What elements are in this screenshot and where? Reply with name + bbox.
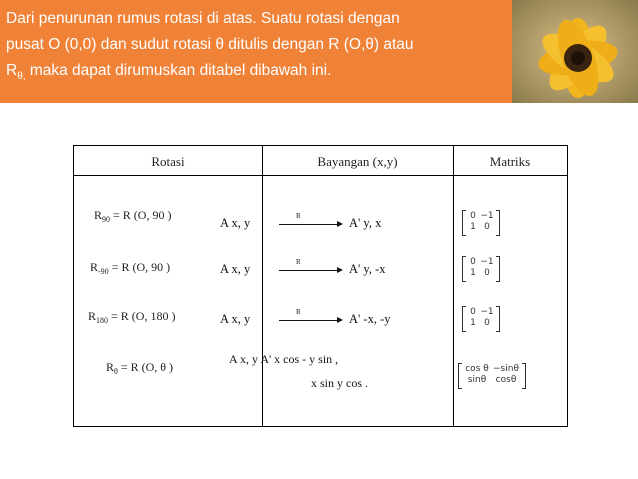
banner-line-3 <box>6 58 511 90</box>
banner-r-symbol: R <box>6 62 18 79</box>
banner-text <box>6 6 511 90</box>
matrix: 0 −1 1 0 <box>462 256 500 280</box>
arrow-icon <box>279 224 339 225</box>
arrow-icon <box>279 320 339 321</box>
matrix: 0 −1 1 0 <box>462 306 500 330</box>
rotation-formula-line-2: x sin y cos . <box>311 376 368 390</box>
header-rotasi: Rotasi <box>151 154 185 169</box>
matrix: cos θ −sinθ sinθ cosθ <box>458 363 526 387</box>
mapping-image: A' -x, -y <box>349 312 391 326</box>
rotation-formula-line-1: A x, y A' x cos - y sin , <box>229 352 339 366</box>
table-divider <box>453 146 454 426</box>
matrix: 0 −1 1 0 <box>462 210 500 234</box>
header-divider <box>74 175 567 176</box>
header-matriks: Matriks <box>489 154 531 169</box>
arrow-icon <box>279 270 339 271</box>
mapping-source: A x, y <box>220 216 251 230</box>
rotation-arrow-label: R <box>296 212 301 220</box>
rotation-arrow-label: R <box>296 258 301 266</box>
header-bayangan: Bayangan (x,y) <box>317 154 398 169</box>
table-divider <box>262 146 263 426</box>
flower-photo-icon <box>512 0 638 103</box>
banner-line-1: Dari penurunan rumus rotasi di atas. Suatu rotasi dengan <box>6 10 400 27</box>
rotation-arrow-label: R <box>296 308 301 316</box>
rotation-table <box>73 145 568 427</box>
info-banner <box>0 0 512 103</box>
mapping-source: A x, y <box>220 312 251 326</box>
rotation-label: $R_{-90} = R$ (O, 90 ) <box>90 260 171 276</box>
mapping-image: A' y, x <box>349 216 382 230</box>
rotation-label: $R_\theta = R$ (O, θ ) <box>106 360 174 376</box>
rotation-label: $R_{180} = R$ (O, 180 ) <box>88 309 176 325</box>
rotation-label: $R_{90} = R$ (O, 90 ) <box>94 208 172 224</box>
banner-line-2: pusat O (0,0) dan sudut rotasi θ ditulis dengan R (O,θ) atau <box>6 36 414 53</box>
banner-r-subscript: θ, <box>17 71 26 82</box>
mapping-image: A' y, -x <box>349 262 386 276</box>
mapping-source: A x, y <box>220 262 251 276</box>
banner-line-3-rest: maka dapat dirumuskan ditabel dibawah ini. <box>25 62 332 79</box>
